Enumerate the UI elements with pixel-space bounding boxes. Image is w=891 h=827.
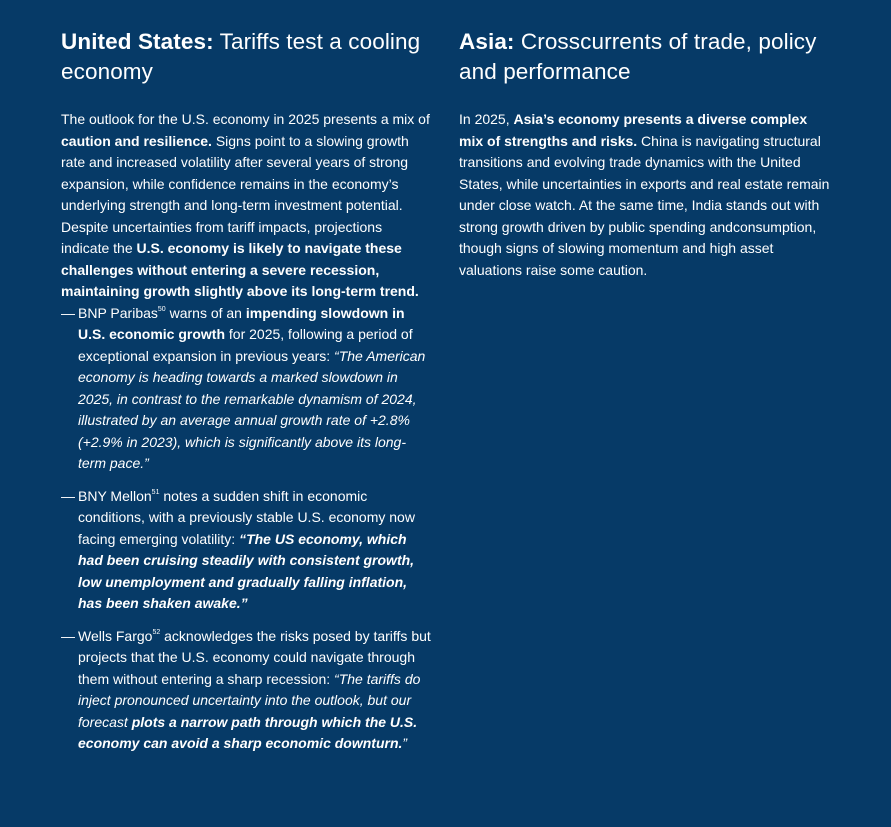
asia-section-title xyxy=(459,27,831,86)
bullet-dash: — xyxy=(61,304,75,321)
us-intro-text-1: The outlook for the U.S. economy in 2025 presents a mix of xyxy=(61,111,430,127)
list-item-wells-fargo xyxy=(61,626,433,755)
us-title-bold: United States: xyxy=(61,29,214,54)
asia-section xyxy=(459,27,831,281)
source-name: BNP Paribas xyxy=(78,304,158,321)
us-title-rest: Tariffs test a cooling economy xyxy=(61,29,421,84)
asia-bold-text: Asia’s economy presents a diverse complex mix of strengths and risks. xyxy=(459,111,808,149)
bullet-dash: — xyxy=(61,627,75,644)
bullet-bold-text: impending slowdown in U.S. economic growth xyxy=(78,304,405,342)
bullet-text: for 2025, following a period of exceptional expansion in previous years: xyxy=(78,326,413,364)
bullet-text: notes a sudden shift in economic conditions, with a previously stable U.S. economy now facing emerging volatility: xyxy=(78,487,415,547)
bullet-quote: “The US economy, which had been cruising steadily with consistent growth, low unemployment and gradually falling inflation, has been shaken awake.” xyxy=(78,530,415,611)
us-body xyxy=(61,109,433,755)
us-intro-bold-2: U.S. economy is likely to navigate these challenges without entering a severe recession, maintaining growth slightly above its long-term trend. xyxy=(61,240,419,299)
bullet-text: acknowledges the risks posed by tariffs but projects that the U.S. economy could navigate through them without entering a sharp recession: xyxy=(78,627,431,687)
bullet-quote: “The tariffs do inject pronounced uncertainty into the outlook, but our forecast xyxy=(78,670,421,730)
asia-paragraph xyxy=(459,109,831,281)
bullet-quote-end: ” xyxy=(402,735,408,751)
asia-title-bold: Asia: xyxy=(459,29,515,54)
list-item-bnp-paribas xyxy=(61,303,433,475)
asia-body xyxy=(459,109,831,281)
bullet-text: warns of an xyxy=(165,304,246,321)
us-forecast-list xyxy=(61,303,433,755)
us-intro-bold-1: caution and resilience. xyxy=(61,132,212,149)
us-intro-paragraph xyxy=(61,109,433,303)
bullet-quote-bold: plots a narrow path through which the U.S. economy can avoid a sharp economic downturn. xyxy=(78,713,418,751)
footnote-ref: 51 xyxy=(151,488,160,496)
asia-title-rest: Crosscurrents of trade, policy and performance xyxy=(459,29,817,84)
asia-text-1: In 2025, xyxy=(459,111,514,127)
source-name: BNY Mellon xyxy=(78,487,152,504)
us-intro-text-2: Signs point to a slowing growth rate and increased volatility after several years of strong expansion, while confidence remains in the economy’s underlying strength and long-term investment potential. Despite uncertainties from tariff impacts, projections indicate the xyxy=(61,132,409,256)
bullet-dash: — xyxy=(61,487,75,504)
asia-text-2: China is navigating structural transitions and evolving trade dynamics with the United States, while uncertainties in exports and real estate remain under close watch. At the same time, India stands out with strong growth driven by public spending andconsumption, though signs of slowing momentum and high asset valuations raise some caution. xyxy=(459,132,830,278)
bullet-quote: “The American economy is heading towards a marked slowdown in 2025, in contrast to the remarkable dynamism of 2024, illustrated by an average annual growth rate of +2.8% (+2.9% in 2023), which is significantly above its long-term pace.” xyxy=(78,347,426,471)
footnote-ref: 52 xyxy=(152,628,161,636)
source-name: Wells Fargo xyxy=(78,627,153,644)
us-section-title xyxy=(61,27,433,86)
us-section xyxy=(61,27,433,766)
footnote-ref: 50 xyxy=(157,305,166,313)
list-item-bny-mellon xyxy=(61,486,433,615)
